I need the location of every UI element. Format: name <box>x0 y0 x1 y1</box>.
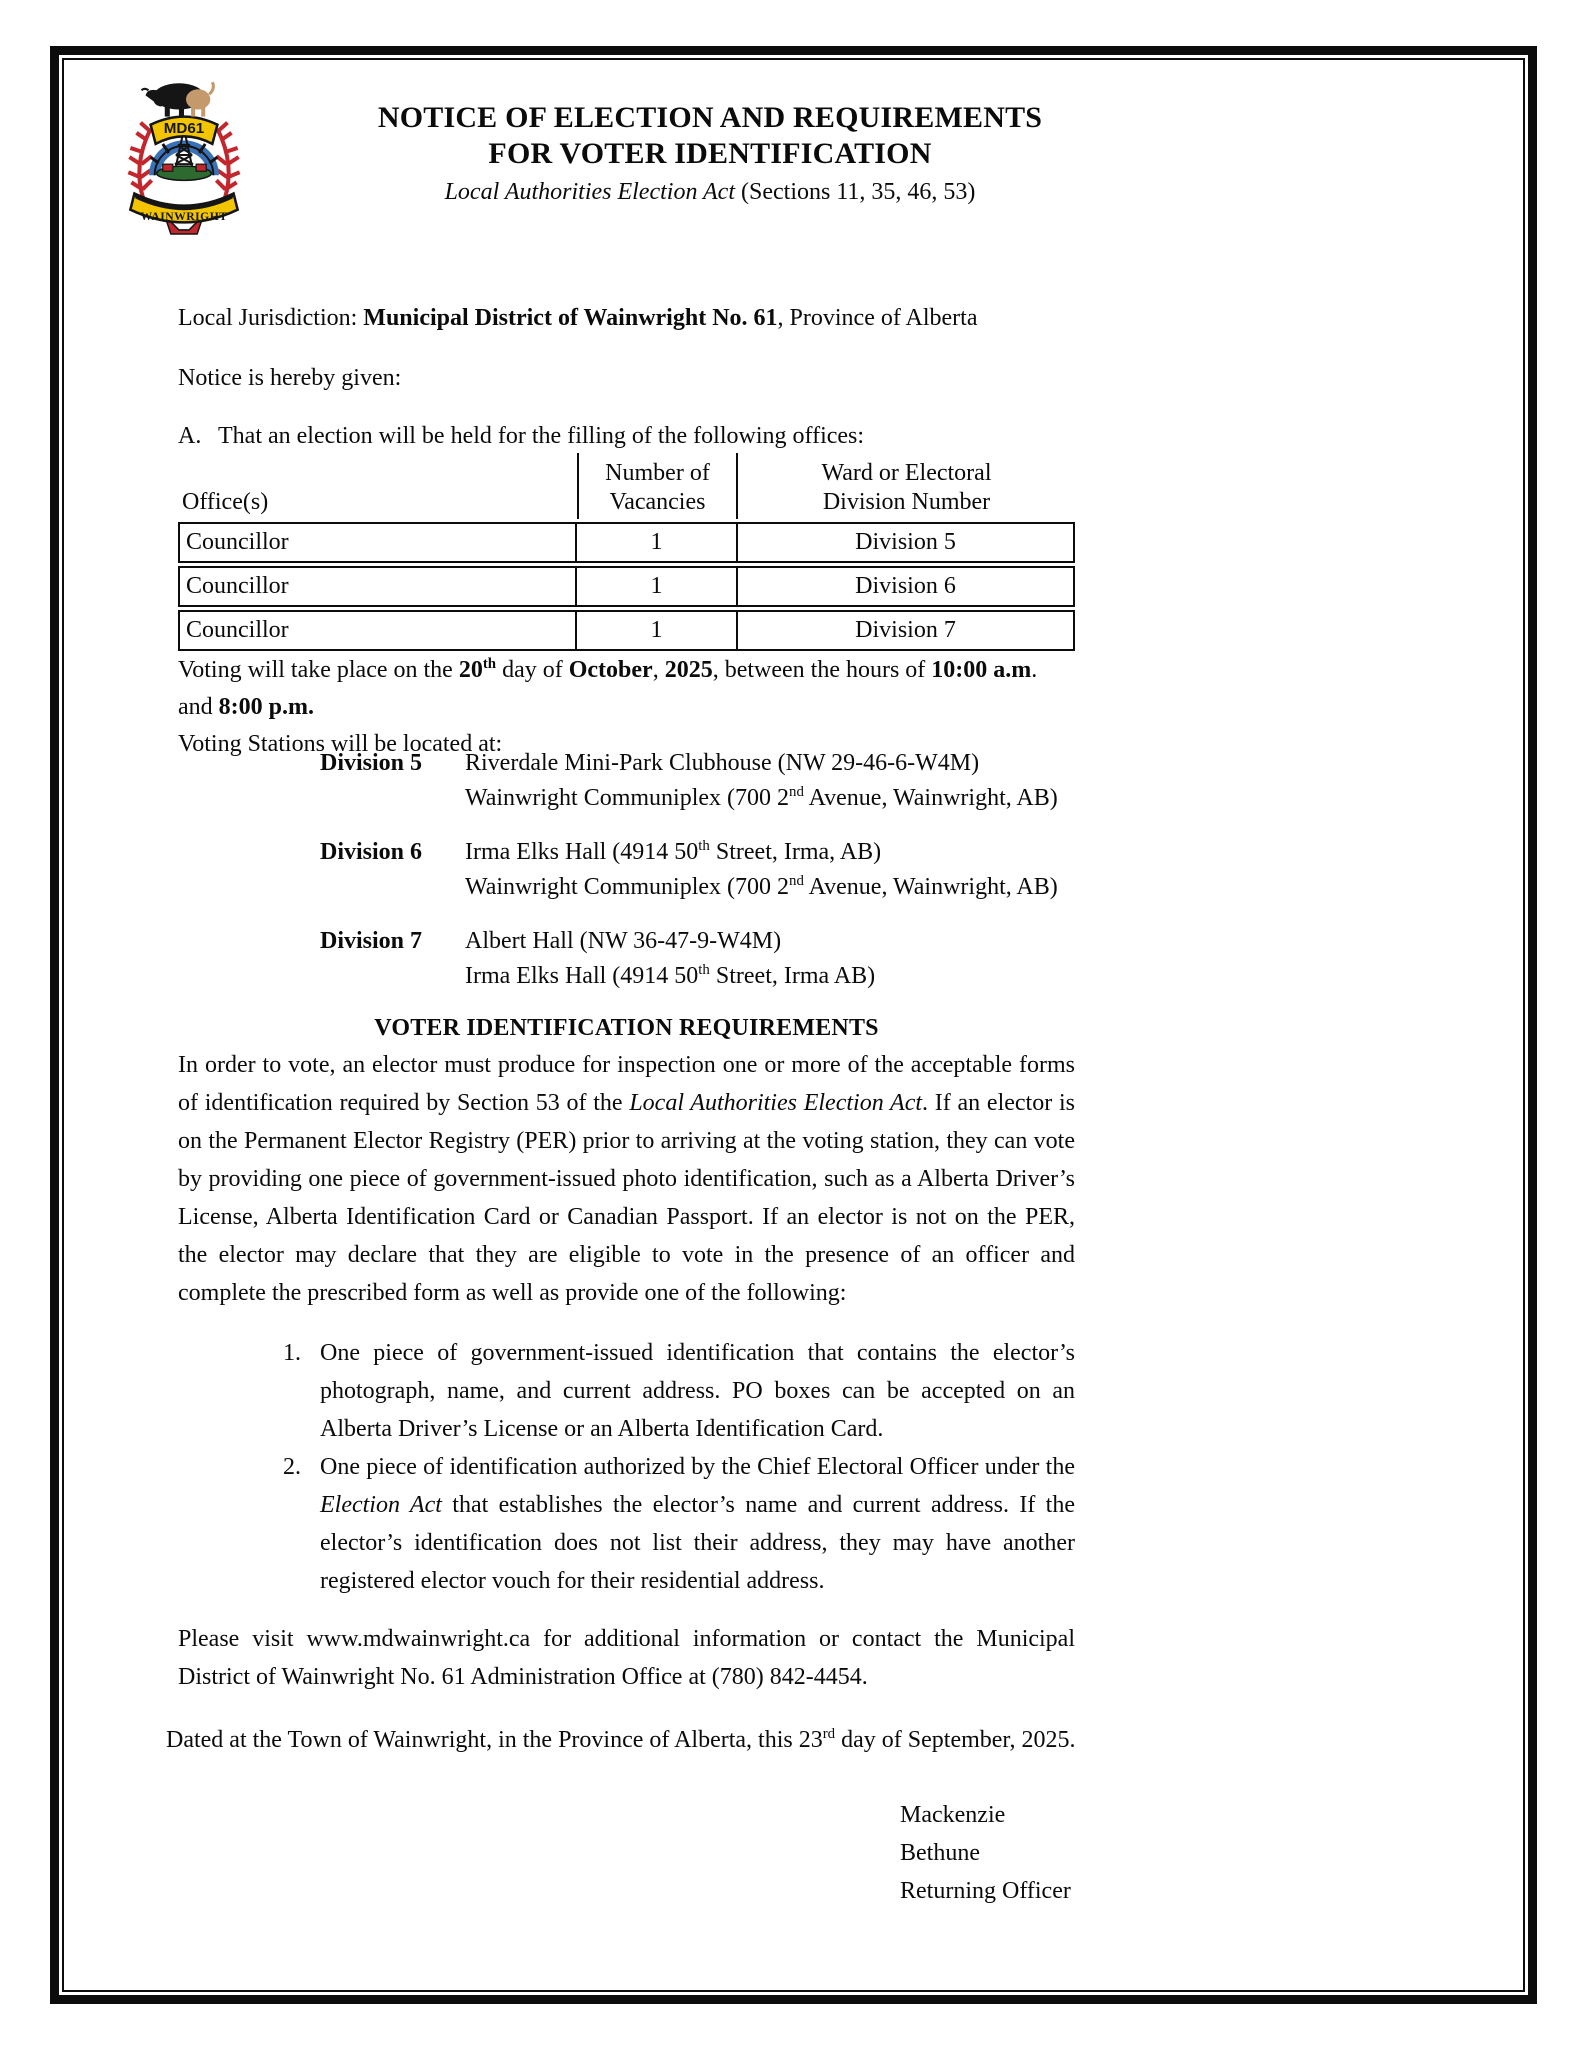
cell-office: Councillor <box>178 566 577 607</box>
title-line-1: NOTICE OF ELECTION AND REQUIREMENTS <box>377 101 1043 134</box>
contact-info-paragraph: Please visit www.mdwainwright.ca for additional information or contact the Municipal District of Wainwright No. 61 Administration Office at (780) 842-4454. <box>178 1626 1075 1690</box>
voting-date-line: Voting will take place on the 20th day of October, 2025, between the hours of 10:00 a.m. and 8:00 p.m. <box>178 656 1038 720</box>
wainwright-ribbon-text: WAINWRIGHT <box>140 209 228 223</box>
returning-officer-title: Returning Officer <box>900 1878 1071 1904</box>
buffalo-icon <box>142 82 214 116</box>
location-line: Wainwright Communiplex (700 2nd Avenue, Wainwright, AB) <box>465 873 1058 900</box>
voter-id-options-list <box>178 1334 1075 1600</box>
cell-division: Division 7 <box>738 610 1075 651</box>
cell-office: Councillor <box>178 522 577 563</box>
crest-ground <box>157 164 212 180</box>
cell-division: Division 5 <box>738 522 1075 563</box>
offices-table-header-row <box>178 453 1075 519</box>
division-label: Division 5 <box>320 750 423 776</box>
division-label: Division 7 <box>320 928 423 954</box>
column-header-division-line1: Ward or Electoral <box>821 460 992 486</box>
md61-banner-text: MD61 <box>163 119 205 137</box>
cell-division: Division 6 <box>738 566 1075 607</box>
column-header-vacancies <box>577 453 738 519</box>
column-header-division <box>738 453 1075 519</box>
dated-line: Dated at the Town of Wainwright, in the Province of Alberta, this 23rd day of September, 2025. <box>166 1726 1076 1753</box>
local-jurisdiction-line: Local Jurisdiction: Municipal District of Wainwright No. 61, Province of Alberta <box>178 305 978 331</box>
voting-stations-list <box>320 746 1080 1013</box>
table-row <box>178 610 1075 651</box>
md-wainwright-crest-logo <box>116 66 252 236</box>
list-item-text: One piece of government-issued identification that contains the elector’s photograph, name, and current address. PO boxes can be accepted on an Alberta Driver’s License or an Alberta Identification Card. <box>320 1340 1075 1442</box>
column-header-offices: Office(s) <box>182 489 269 515</box>
column-header-vacancies-line2: Vacancies <box>609 489 706 515</box>
section-a-label: A. <box>178 423 202 449</box>
location-line: Wainwright Communiplex (700 2nd Avenue, Wainwright, AB) <box>465 784 1058 811</box>
table-row <box>178 522 1075 563</box>
division-locations <box>465 924 875 994</box>
crest-logo-graphic <box>116 66 252 236</box>
list-item-number: 2. <box>283 1454 301 1480</box>
title-line-2: FOR VOTER IDENTIFICATION <box>488 137 932 170</box>
location-line: Irma Elks Hall (4914 50th Street, Irma, AB) <box>465 838 882 865</box>
cell-office: Councillor <box>178 610 577 651</box>
cell-vacancies: 1 <box>577 566 738 607</box>
cell-vacancies: 1 <box>577 522 738 563</box>
division-label: Division 6 <box>320 839 423 865</box>
wheat-sheaf-left <box>128 123 151 200</box>
column-header-division-line2: Division Number <box>822 489 991 515</box>
station-division-6 <box>320 835 1080 905</box>
md61-banner <box>151 117 218 144</box>
division-locations <box>465 746 1058 816</box>
station-division-5 <box>320 746 1080 816</box>
table-row <box>178 566 1075 607</box>
location-line: Riverdale Mini-Park Clubhouse (NW 29-46-6-W4M) <box>465 750 980 776</box>
station-division-7 <box>320 924 1080 994</box>
document-title-block <box>280 100 1140 210</box>
signature-block <box>900 1796 1075 1910</box>
voting-stations-line: Voting Stations will be located at: <box>178 731 503 757</box>
list-item-number: 1. <box>283 1340 301 1366</box>
column-header-vacancies-line1: Number of <box>605 460 710 486</box>
offices-table <box>178 450 1075 654</box>
wainwright-ribbon <box>130 194 237 234</box>
cell-vacancies: 1 <box>577 610 738 651</box>
notice-given-line: Notice is hereby given: <box>178 365 402 391</box>
division-locations <box>465 835 1058 905</box>
location-line: Irma Elks Hall (4914 50th Street, Irma AB) <box>465 962 876 989</box>
list-item-2 <box>178 1448 1075 1600</box>
wheat-sheaf-right <box>216 123 239 200</box>
list-item-1 <box>178 1334 1075 1448</box>
voter-id-requirements-heading: VOTER IDENTIFICATION REQUIREMENTS <box>374 1015 879 1041</box>
title-act-reference: Local Authorities Election Act (Sections 11, 35, 46, 53) <box>444 179 976 205</box>
section-a-text: That an election will be held for the filling of the following offices: <box>218 423 865 449</box>
location-line: Albert Hall (NW 36-47-9-W4M) <box>465 928 782 954</box>
voter-id-requirements-paragraph: In order to vote, an elector must produce for inspection one or more of the acceptable forms of identification required by Section 53 of the Local Authorities Election Act. If an elector is on the Permanent Elector Registry (PER) prior to arriving at the voting station, they can vote by providing one piece of government-issued photo identification, such as a Alberta Driver’s License, Alberta Identification Card or Canadian Passport. If an elector is not on the PER, the elector may declare that they are eligible to vote in the presence of an officer and complete the prescribed form as well as provide one of the following: <box>178 1052 1075 1306</box>
list-item-text: One piece of identification authorized by the Chief Electoral Officer under the Election Act that establishes the elector’s name and current address. If the elector’s identification does not list their address, they may have another registered elector vouch for their residential address. <box>320 1454 1076 1594</box>
returning-officer-name: Mackenzie Bethune <box>900 1802 1006 1866</box>
